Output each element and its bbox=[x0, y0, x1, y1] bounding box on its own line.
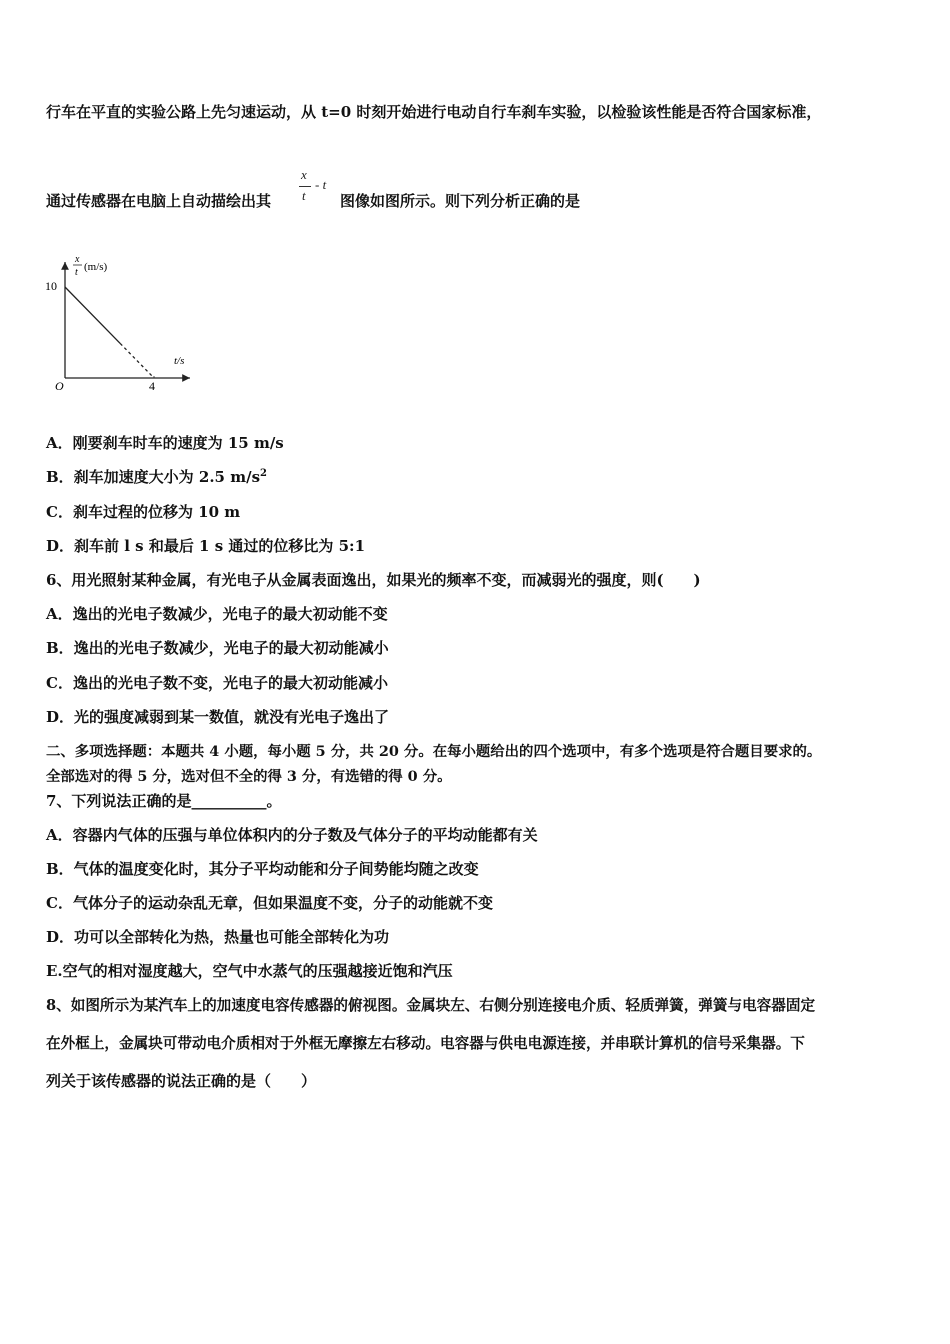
origin-label: O bbox=[55, 379, 64, 393]
q8-stem-line2: 在外框上，金属块可带动电介质相对于外框无摩擦左右移动。电容器与供电电源连接，并串联计算机的信号采集器。下 bbox=[46, 1035, 805, 1052]
q5-frac-suffix: - t bbox=[315, 177, 327, 192]
q6-option-c: C．逸出的光电子数不变，光电子的最大初动能减小 bbox=[46, 674, 388, 692]
x-label: t/s bbox=[174, 355, 185, 367]
q5-option-d: D．刹车前 l s 和最后 1 s 通过的位移比为 5:1 bbox=[46, 537, 366, 555]
x-tick-label: 4 bbox=[149, 379, 155, 393]
data-line-solid bbox=[65, 287, 120, 343]
q5-frac-numerator: x bbox=[301, 167, 307, 182]
q5-frac-bar bbox=[299, 186, 311, 187]
q6-option-a: A．逸出的光电子数减少，光电子的最大初动能不变 bbox=[46, 605, 388, 623]
q7-option-a: A．容器内气体的压强与单位体积内的分子数及气体分子的平均动能都有关 bbox=[46, 826, 538, 844]
data-line-dashed bbox=[120, 343, 154, 378]
q5-option-b: B．刹车加速度大小为 2.5 $m/s^2$ bbox=[46, 468, 267, 486]
q5-graph bbox=[40, 250, 210, 395]
y-label-num: x bbox=[75, 254, 80, 265]
q7-option-d: D．功可以全部转化为热，热量也可能全部转化为功 bbox=[46, 928, 390, 946]
q5-option-c: C．刹车过程的位移为 10 m bbox=[46, 503, 241, 521]
q7-option-b: B．气体的温度变化时，其分子平均动能和分子间势能均随之改变 bbox=[46, 860, 479, 878]
q5-stem-line1: 行车在平直的实验公路上先匀速运动，从 t=0 时刻开始进行电动自行车刹车实验，以检验该性能是否符合国家标准， bbox=[46, 103, 822, 121]
y-unit: (m/s) bbox=[84, 261, 108, 273]
q8-stem-line3: 列关于该传感器的说法正确的是（ ） bbox=[46, 1072, 317, 1090]
q6-option-d: D．光的强度减弱到某一数值，就没有光电子逸出了 bbox=[46, 708, 390, 726]
q5-stem-line2-post: 图像如图所示。则下列分析正确的是 bbox=[340, 192, 581, 210]
q6-option-b: B．逸出的光电子数减少，光电子的最大初动能减小 bbox=[46, 639, 389, 657]
y-label-den: t bbox=[75, 267, 78, 278]
section2-heading-line2: 全部选对的得 5 分，选对但不全的得 3 分，有选错的得 0 分。 bbox=[46, 768, 452, 785]
q7-option-e: E.空气的相对湿度越大，空气中水蒸气的压强越接近饱和汽压 bbox=[46, 962, 453, 980]
q8-stem-line1: 8、如图所示为某汽车上的加速度电容传感器的俯视图。金属块左、右侧分别连接电介质、轻质弹簧，弹簧与电容器固定 bbox=[46, 997, 816, 1014]
q5-stem-line2-pre: 通过传感器在电脑上自动描绘出其 bbox=[46, 192, 272, 210]
q6-stem: 6、用光照射某种金属，有光电子从金属表面逸出，如果光的频率不变，而减弱光的强度，则( ) bbox=[46, 571, 701, 589]
q5-option-b-exponent: 2 bbox=[260, 468, 267, 479]
q7-stem: 7、下列说法正确的是__________。 bbox=[46, 792, 282, 810]
q5-option-a: A．刚要刹车时车的速度为 15 m/s bbox=[46, 434, 284, 452]
section2-heading-line1: 二、多项选择题：本题共 4 小题，每小题 5 分，共 20 分。在每小题给出的四个选项中，有多个选项是符合题目要求的。 bbox=[46, 743, 822, 760]
y-tick-label: 10 bbox=[45, 279, 57, 293]
q7-option-c: C．气体分子的运动杂乱无章，但如果温度不变，分子的动能就不变 bbox=[46, 894, 493, 912]
q5-frac-denominator: t bbox=[302, 188, 306, 203]
